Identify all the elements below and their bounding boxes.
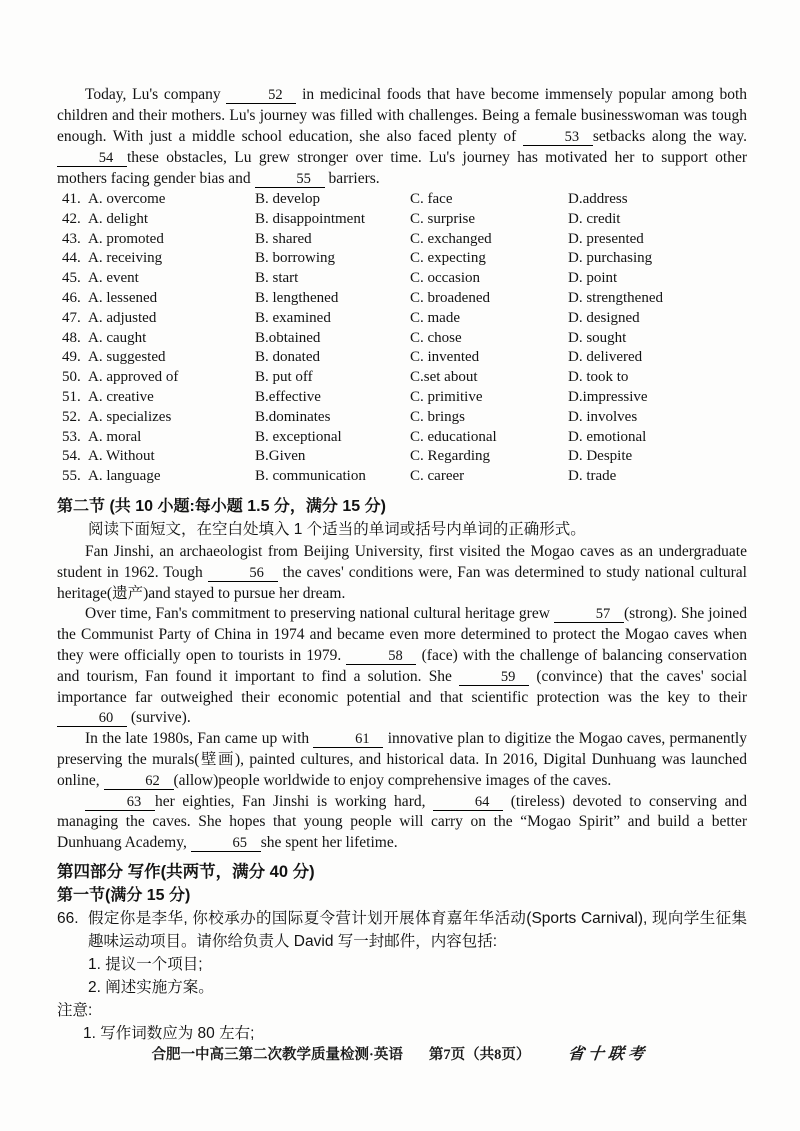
option-b: B. examined [255,309,331,326]
option-row [62,270,747,290]
passage-paragraph: Over time, Fan's commitment to preserving national cultural heritage grew 57 (strong). She joined the Communist Party of China in 1974 and became even more determined to protect the Mogao caves when they were officially open to tourists in 1979. 58 (face) with the challenge of balancing conservation and tourism, Fan found it important to find a solution. She 59 (convince) that the caves' social importance far outweighed their economic potential and that scientific protection was the key to their 60 (survive). [57,605,747,727]
option-a: A. caught [88,329,147,346]
option-row [62,290,747,310]
option-row [62,429,747,449]
option-d: D. emotional [568,428,647,445]
option-a: A. delight [88,210,148,227]
part4-section1-heading: 第一节(满分 15 分) [57,886,191,904]
blank-56: 56 [208,566,278,582]
blank-59: 59 [459,670,529,686]
question-number: 51. [62,388,81,405]
notice-label: 注意: [57,1001,93,1019]
blank-52: 52 [226,88,296,104]
option-b: B.obtained [255,329,321,346]
option-b: B. start [255,270,299,287]
list-item: 1. 提议一个项目; [88,955,203,973]
option-b: B. put off [255,369,313,386]
blank-61: 61 [313,732,383,748]
option-row [62,349,747,369]
option-row [62,468,747,488]
option-c: C. chose [410,329,462,346]
footer-logo: 省十联考 [567,1046,650,1063]
option-d: D.address [568,191,628,207]
option-b: B. shared [255,230,312,247]
blank-57: 57 [554,607,624,623]
option-b: B. donated [255,349,320,366]
passage-paragraph: 63 her eighties, Fan Jinshi is working hard, 64 (tireless) devoted to conserving and managing the caves. She hopes that young people will carry on the “Mogao Spirit” and build a better Dunhuang Academy, 65 she spent her lifetime. [57,792,747,852]
section2-heading: 第二节 (共 10 小题:每小题 1.5 分，满分 15 分) [57,497,386,515]
gap-fill-passage [57,542,747,854]
blank-63: 63 [85,795,155,811]
option-d: D.impressive [568,388,648,405]
option-c: C. Regarding [410,448,490,465]
option-a: A. adjusted [88,309,157,326]
option-c: C. exchanged [410,230,492,247]
blank-55: 55 [255,172,325,188]
option-d: D. designed [568,309,640,326]
option-d: D. took to [568,369,629,386]
option-d: D. purchasing [568,250,653,267]
blank-65: 65 [191,836,261,852]
page-footer [0,1041,800,1064]
option-c: C. broadened [410,289,490,306]
question-number: 49. [62,349,81,366]
option-d: D. credit [568,210,621,227]
question-number: 43. [62,230,81,247]
option-c: C. made [410,309,460,326]
option-row [62,250,747,270]
question-number: 53. [62,428,81,445]
option-c: C. educational [410,428,497,445]
list-item: 1. 写作词数应为 80 左右; [83,1024,255,1042]
option-c: C. brings [410,408,466,425]
question-number: 45. [62,270,81,287]
option-d: D. presented [568,230,644,247]
option-a: A. moral [88,428,142,445]
blank-53: 53 [523,130,593,146]
option-row [62,389,747,409]
option-d: D. sought [568,329,627,346]
option-b: B. lengthened [255,289,339,306]
option-a: A. language [88,468,161,485]
option-row [62,409,747,429]
question-number: 50. [62,369,81,386]
footer-page-number: 第7页（共8页） [428,1047,531,1063]
list-item: 2. 阐述实施方案。 [88,978,214,996]
option-a: A. creative [88,388,154,405]
option-d: D. involves [568,408,638,425]
option-b: B. develop [255,191,320,207]
question-66-number: 66. [57,909,79,927]
option-a: A. specializes [88,408,172,425]
option-c: C.set about [410,369,478,386]
blank-64: 64 [433,795,503,811]
option-c: C. surprise [410,210,475,227]
option-a: A. lessened [88,289,158,306]
option-c: C. occasion [410,270,480,287]
question-number: 55. [62,468,81,485]
blank-60: 60 [57,711,127,727]
option-row [62,191,747,211]
option-d: D. strengthened [568,289,663,306]
passage-paragraph: Fan Jinshi, an archaeologist from Beijing University, first visited the Mogao caves as an undergraduate student in 1962. Tough 56 the caves' conditions were, Fan was determined to study national cultural heritage(遗产)and stayed to pursue her dream. [57,542,747,602]
blank-58: 58 [346,649,416,665]
option-d: D. delivered [568,349,643,366]
question-66-text: 假定你是李华, 你校承办的国际夏令营计划开展体育嘉年华活动(Sports Carnival), 现向学生征集趣味运动项目。请你给负责人 David 写一封邮件，内容包括: [88,909,747,950]
question-66 [57,907,747,953]
option-a: A. approved of [88,369,179,386]
option-c: C. expecting [410,250,486,267]
option-b: B. disappointment [255,210,365,227]
option-a: A. suggested [88,349,166,366]
option-b: B. exceptional [255,428,342,445]
option-a: A. event [88,270,139,287]
question-number: 44. [62,250,81,267]
option-b: B. borrowing [255,250,335,267]
question-66-points [57,953,747,999]
option-row [62,211,747,231]
question-number: 46. [62,289,81,306]
question-number: 52. [62,408,81,425]
option-c: C. invented [410,349,480,366]
option-b: B.dominates [255,408,331,425]
blank-54: 54 [57,151,127,167]
cloze-passage: Today, Lu's company 52 in medicinal foods that have become immensely popular among both children and their mothers. Lu's journey was filled with challenges. Being a female businesswoman was tough enough. With just a middle school education, she also faced plenty of 53 setbacks along the way. 54 these obstacles, Lu grew stronger over time. Lu's journey has motivated her to support other mothers facing gender bias and 55 barriers. [57,86,748,187]
passage-paragraph: In the late 1980s, Fan came up with 61 innovative plan to digitize the Mogao caves, permanently preserving the murals(壁画), painted cultures, and historical data. In 2016, Digital Dunhuang was launched online, 62 (allow)people worldwide to enjoy comprehensive images of the caves. [57,730,747,789]
part4-heading: 第四部分 写作(共两节，满分 40 分) [57,862,315,881]
option-c: C. face [410,191,453,207]
blank-62: 62 [104,774,174,790]
question-number: 42. [62,210,81,227]
option-b: B.Given [255,448,306,465]
options-table [57,191,747,488]
question-number: 48. [62,329,81,346]
option-d: D. point [568,270,618,287]
option-row [62,369,747,389]
footer-exam-title: 合肥一中高三第二次教学质量检测·英语 [151,1047,403,1063]
option-b: B. communication [255,468,366,485]
question-number: 41. [62,191,81,207]
option-a: A. overcome [88,191,166,207]
option-d: D. trade [568,468,617,485]
option-row [62,310,747,330]
option-row [62,448,747,468]
option-a: A. receiving [88,250,163,267]
option-d: D. Despite [568,448,633,465]
question-number: 47. [62,309,81,326]
option-c: C. career [410,468,465,485]
option-b: B.effective [255,388,321,405]
section2-instructions: 阅读下面短文，在空白处填入 1 个适当的单词或括号内单词的正确形式。 [88,520,586,538]
option-row [62,231,747,251]
option-a: A. promoted [88,230,164,247]
option-row [62,330,747,350]
question-number: 54. [62,448,81,465]
option-a: A. Without [88,448,155,465]
page-content [57,84,747,1045]
option-c: C. primitive [410,388,483,405]
